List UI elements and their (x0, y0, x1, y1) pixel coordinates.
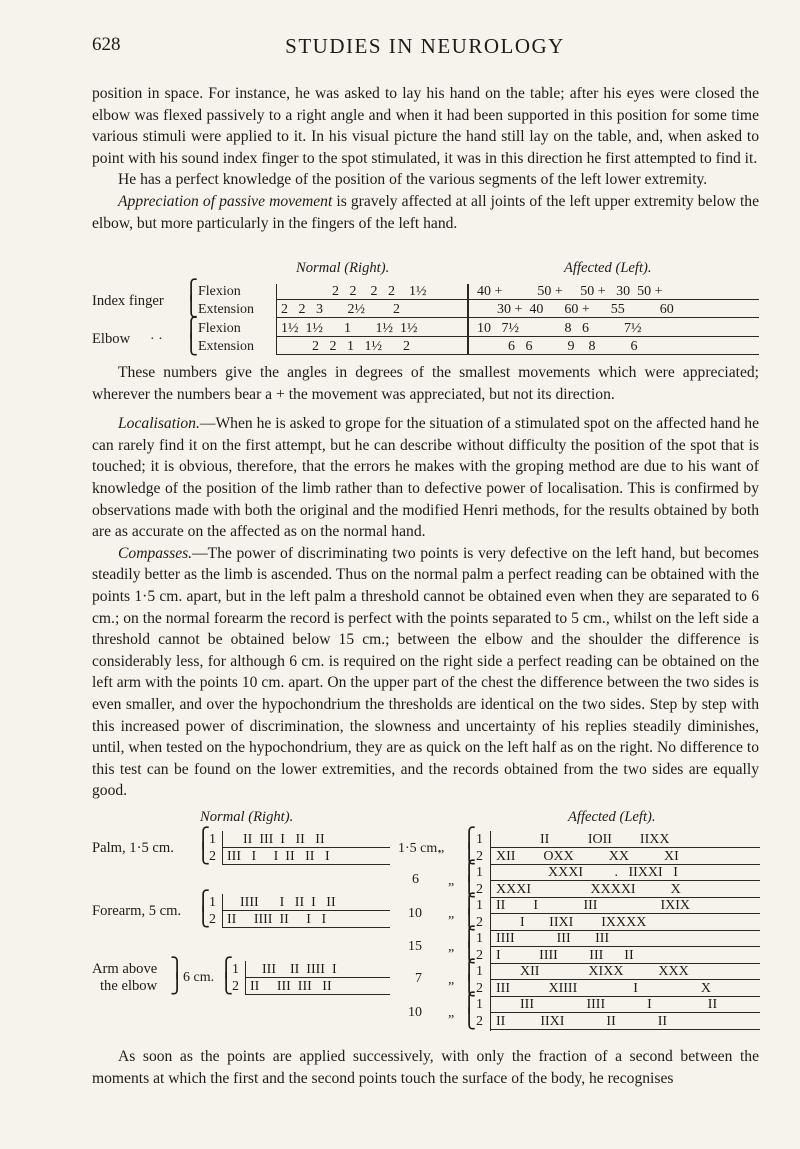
affected-series: II IOII IIXX (540, 832, 670, 847)
trial-number: 1 (209, 895, 216, 910)
trial-number: 2 (232, 979, 239, 994)
brace: ⎩ (462, 877, 477, 898)
brace: ⎧ (462, 861, 477, 882)
affected-series: II IIXI II II (496, 1014, 668, 1029)
normal-value-row: 2 2 3 2½ 2 (281, 302, 400, 317)
trial-number: 1 (476, 997, 483, 1012)
row-label: Forearm, 5 cm. (92, 903, 182, 919)
paragraph-body: —The power of discriminating two points is very defective on the left hand, but becomes steadily better as the limb is ascended. Thus on the normal palm a perfect reading can be obtained with the points 1·5 cm. apart, but in the left palm a threshold cannot be obtained even when they are separated to 6 cm.; on the normal forearm the record is perfect with the points separated to 5 cm., whilst on the left side a threshold cannot be obtained below 15 cm.; between the elbow and the shoulder the difference is considerably less, for although 6 cm. is required on the right side a perfect reading can be obtained on the left arm with the points 10 cm. apart. On the upper part of the chest the difference between the two sides is even smaller, and over the hypochondrium the thresholds are identical on the two sides. Step by step with this increased power of discrimination, the slowness and uncertainty of his replies steadily diminishes, until, when tested on the hypochondrium, they are as quick on the left half as on the right. No difference to this test can be found on the lower extremities, and the records obtained from the two sides are equally good. (92, 544, 759, 800)
trial-number: 2 (476, 1014, 483, 1029)
paragraph: These numbers give the angles in degrees of the smallest movements which were appreciated; wherever the numbers bear a + the movement was appreciated, but not its direction. (92, 364, 759, 403)
normal-series: III II IIII I (262, 962, 337, 977)
brace: ⎩ (462, 976, 477, 997)
affected-series: III XIIII I X (496, 981, 712, 996)
paragraph-lead: Appreciation of passive movement (118, 192, 333, 210)
trial-number: 2 (209, 849, 216, 864)
ditto-mark: ” (438, 848, 445, 863)
table-rule (490, 1012, 760, 1013)
brace: ⎧ (184, 318, 199, 339)
normal-series: II III I II II (243, 832, 325, 847)
table-rule (490, 996, 760, 997)
table-rule (490, 897, 760, 898)
affected-series: XII OXX XX XI (496, 849, 679, 864)
affected-series: III IIII I II (520, 997, 718, 1012)
table-rule (490, 979, 760, 980)
paragraph-lead: Localisation. (118, 415, 200, 433)
trial-number: 1 (476, 865, 483, 880)
table-rule (490, 831, 491, 1031)
page-number: 628 (92, 34, 121, 55)
movement-label: Extension (198, 302, 254, 317)
brace: ⎩ (196, 907, 211, 928)
movement-label: Flexion (198, 321, 241, 336)
paragraph: He has a perfect knowledge of the position of the various segments of the left lower extremity. (118, 171, 708, 189)
brace: ⎧ (462, 894, 477, 915)
brace: ⎧ (196, 828, 211, 849)
brace: ⎩ (219, 974, 234, 995)
table-rule (490, 847, 760, 848)
normal-value-row: 2 2 2 2 1½ (332, 284, 427, 299)
trial-number: 2 (209, 912, 216, 927)
distance-label: 10 (408, 906, 422, 921)
distance-label: 7 (415, 971, 422, 986)
movement-label: Flexion (198, 284, 241, 299)
brace: ⎧ (196, 891, 211, 912)
table-rule (490, 946, 760, 947)
trial-number: 2 (476, 948, 483, 963)
table-rule (222, 831, 223, 865)
affected-value-row: 30 + 40 60 + 55 60 (497, 302, 674, 317)
text-block-bottom (92, 1046, 759, 1089)
paragraph-lead: Compasses. (118, 544, 193, 562)
normal-series: II III III II (250, 979, 332, 994)
table-rule (245, 961, 246, 995)
table-rule (490, 864, 760, 865)
table-column-header: Normal (Right). (296, 260, 390, 276)
affected-series: I IIII III II (496, 948, 634, 963)
table-rule (222, 927, 390, 928)
table-rule (490, 930, 760, 931)
ditto-mark: ” (448, 947, 455, 962)
trial-number: 2 (476, 915, 483, 930)
movement-label: Extension (198, 339, 254, 354)
brace: ⎧ (462, 960, 477, 981)
row-label: Index finger (92, 293, 164, 309)
table-rule (245, 994, 390, 995)
table-rule (490, 1029, 760, 1030)
affected-value-row: 6 6 9 8 6 (508, 339, 638, 354)
paragraph-body: —When he is asked to grope for the situation of a stimulated spot on the affected hand he can rarely find it on the first attempt, but he can describe without difficulty the position of the spot that is touched; it is obvious, therefore, that the errors he makes with the groping method are due to his want of knowledge of the position of the limb rather than to defective power of localisation. This is confirmed by observations made with both the original and the modified Henri methods, for the results obtained by both are as accurate on the affected as on the normal hand. (92, 415, 759, 541)
table-rule (222, 847, 390, 848)
affected-series: XXXI XXXXI X (496, 882, 681, 897)
table-column-header: Affected (Left). (564, 260, 652, 276)
brace: ⎧ (462, 828, 477, 849)
distance-label: 15 (408, 939, 422, 954)
table-rule (222, 910, 390, 911)
affected-series: XII XIXX XXX (520, 964, 689, 979)
trial-number: 1 (232, 962, 239, 977)
brace: ⎩ (462, 1009, 477, 1030)
affected-series: II I III IXIX (496, 898, 691, 913)
table-rule (222, 864, 390, 865)
brace: ⎩ (196, 844, 211, 865)
trial-number: 1 (476, 832, 483, 847)
table-column-header: Affected (Left). (568, 809, 656, 825)
table-rule (245, 977, 390, 978)
row-label-dots: · · (150, 332, 163, 347)
brace: ⎩ (184, 335, 199, 356)
distance-label: 6 (412, 872, 419, 887)
paragraph: As soon as the points are applied successively, with only the fraction of a second between the moments at which the first and the second points touch the surface of the body, he recognises (92, 1048, 759, 1087)
trial-number: 2 (476, 849, 483, 864)
brace: ⎧ (462, 927, 477, 948)
trial-number: 1 (476, 931, 483, 946)
brace: ⎩ (462, 943, 477, 964)
trial-number: 2 (476, 882, 483, 897)
ditto-mark: ” (448, 914, 455, 929)
normal-series: III I I II II I (227, 849, 330, 864)
distance-label: 10 (408, 1005, 422, 1020)
brace: ⎩ (462, 910, 477, 931)
running-title: STUDIES IN NEUROLOGY (285, 34, 565, 58)
table-rule (222, 894, 223, 928)
distance-label: 6 cm. (183, 970, 215, 985)
table-column-header: Normal (Right). (200, 809, 294, 825)
paragraph-body: is gravely affected at all joints of the left upper extremity below the elbow, but more particularly in the fingers of the left hand. (92, 192, 759, 232)
ditto-mark: ” (448, 980, 455, 995)
row-label: Elbow (92, 331, 131, 347)
trial-number: 1 (209, 832, 216, 847)
table-rule (490, 913, 760, 914)
normal-series: IIII I II I II (240, 895, 336, 910)
distance-label: 1·5 cm. (398, 841, 441, 856)
trial-number: 1 (476, 964, 483, 979)
brace: ⎭ (170, 974, 185, 995)
ditto-mark: ” (448, 881, 455, 896)
row-label: Palm, 1·5 cm. (92, 840, 174, 856)
row-label: Arm above (92, 961, 158, 977)
row-label: the elbow (100, 978, 158, 994)
affected-value-row: 10 7½ 8 6 7½ (477, 321, 642, 336)
table-rule (490, 880, 760, 881)
affected-value-row: 40 + 50 + 50 + 30 50 + (477, 284, 663, 299)
brace: ⎧ (184, 280, 199, 301)
paragraph: position in space. For instance, he was asked to lay his hand on the table; after his eyes were closed the elbow was flexed passively to a right angle and when it had been supported in this position for some time various stimuli were applied to it. In his visual picture the hand still lay on the table, and, when asked to point with his sound index finger to the spot stimulated, it was in this direction he first attempted to find it. (92, 85, 759, 167)
normal-value-row: 1½ 1½ 1 1½ 1½ (281, 321, 418, 336)
ditto-mark: ” (448, 1013, 455, 1028)
normal-series: II IIII II I I (227, 912, 327, 927)
normal-value-row: 2 2 1 1½ 2 (312, 339, 410, 354)
affected-series: XXXI . IIXXI I (548, 865, 678, 880)
affected-series: IIII III III (496, 931, 610, 946)
brace: ⎧ (462, 993, 477, 1014)
trial-number: 1 (476, 898, 483, 913)
brace: ⎩ (184, 297, 199, 318)
brace: ⎧ (219, 958, 234, 979)
table-rule (490, 963, 760, 964)
affected-series: I IIXI IXXXX (520, 915, 647, 930)
brace: ⎫ (170, 958, 185, 979)
brace: ⎩ (462, 844, 477, 865)
trial-number: 2 (476, 981, 483, 996)
